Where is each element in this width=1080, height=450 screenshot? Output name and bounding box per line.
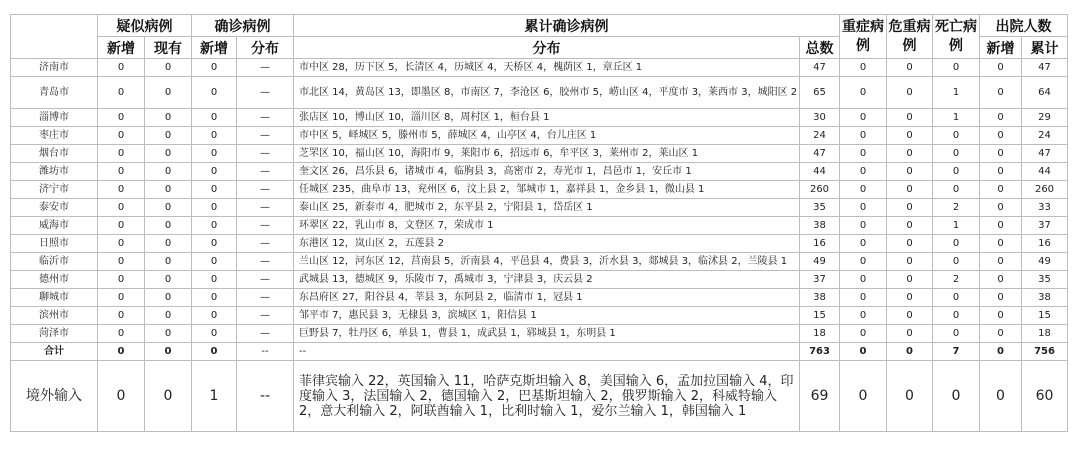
critical-cell: 0 xyxy=(887,181,933,199)
city-cell: 济宁市 xyxy=(11,181,98,199)
discharged-new-cell: 0 xyxy=(980,235,1022,253)
suspected-current-header: 现有 xyxy=(145,37,192,59)
total-cell: 38 xyxy=(800,217,840,235)
suspected-new-cell: 0 xyxy=(98,307,145,325)
discharged-new-cell: 0 xyxy=(980,253,1022,271)
table-row xyxy=(11,59,1068,77)
deaths-cell: 0 xyxy=(933,361,980,432)
total-cell: 37 xyxy=(800,271,840,289)
distribution-cell: 巨野县 7，牡丹区 6，单县 1，曹县 1，成武县 1，郓城县 1，东明县 1 xyxy=(294,325,800,343)
deaths-cell: 1 xyxy=(933,109,980,127)
city-cell: 聊城市 xyxy=(11,289,98,307)
discharged-total-cell: 37 xyxy=(1022,217,1068,235)
critical-cell: 0 xyxy=(887,145,933,163)
confirmed-distribution-cell: — xyxy=(237,253,294,271)
discharged-total-cell: 47 xyxy=(1022,59,1068,77)
table-row xyxy=(11,307,1068,325)
city-cell: 滨州市 xyxy=(11,307,98,325)
deaths-header: 死亡病例 xyxy=(933,15,980,59)
distribution-cell: 芝罘区 10，福山区 10，海阳市 9，莱阳市 6，招远市 6，牟平区 3，莱州市 2，莱山区 1 xyxy=(294,145,800,163)
suspected-current-cell: 0 xyxy=(145,77,192,109)
discharged-total-cell: 16 xyxy=(1022,235,1068,253)
total-cell: 35 xyxy=(800,199,840,217)
table-body xyxy=(11,59,1068,432)
discharged-total-cell: 44 xyxy=(1022,163,1068,181)
cumulative-header: 累计确诊病例 xyxy=(294,15,840,37)
suspected-current-cell: 0 xyxy=(145,59,192,77)
deaths-cell: 0 xyxy=(933,145,980,163)
critical-cell: 0 xyxy=(887,253,933,271)
severe-cell: 0 xyxy=(840,289,887,307)
city-cell: 青岛市 xyxy=(11,77,98,109)
total-cell: 260 xyxy=(800,181,840,199)
table-row xyxy=(11,235,1068,253)
severe-cell: 0 xyxy=(840,271,887,289)
city-cell: 临沂市 xyxy=(11,253,98,271)
distribution-cell: 市中区 28，历下区 5，长清区 4，历城区 4，天桥区 4，槐荫区 1，章丘区 1 xyxy=(294,59,800,77)
discharged-new-cell: 0 xyxy=(980,289,1022,307)
distribution-cell: 兰山区 12，河东区 12，莒南县 5，沂南县 4，平邑县 4，费县 3，沂水县 3，郯城县 3，临沭县 2，兰陵县 1 xyxy=(294,253,800,271)
confirmed-new-cell: 0 xyxy=(192,199,237,217)
confirmed-distribution-cell: — xyxy=(237,109,294,127)
critical-cell: 0 xyxy=(887,289,933,307)
discharged-total-cell: 64 xyxy=(1022,77,1068,109)
severe-cell: 0 xyxy=(840,217,887,235)
total-cell: 30 xyxy=(800,109,840,127)
critical-cell: 0 xyxy=(887,59,933,77)
severe-cell: 0 xyxy=(840,145,887,163)
discharged-total-cell: 756 xyxy=(1022,343,1068,361)
city-cell: 威海市 xyxy=(11,217,98,235)
suspected-current-cell: 0 xyxy=(145,289,192,307)
distribution-cell: 市中区 5，峄城区 5，滕州市 5，薛城区 4，山亭区 4，台儿庄区 1 xyxy=(294,127,800,145)
discharged-total-cell: 24 xyxy=(1022,127,1068,145)
confirmed-new-cell: 0 xyxy=(192,127,237,145)
discharged-cumulative-header: 累计 xyxy=(1022,37,1068,59)
table-row xyxy=(11,289,1068,307)
suspected-new-cell: 0 xyxy=(98,217,145,235)
discharged-total-cell: 33 xyxy=(1022,199,1068,217)
table-row xyxy=(11,109,1068,127)
confirmed-distribution-cell: — xyxy=(237,163,294,181)
discharged-new-cell: 0 xyxy=(980,307,1022,325)
cumulative-distribution-header: 分布 xyxy=(294,37,800,59)
deaths-cell: 1 xyxy=(933,77,980,109)
total-cell: 49 xyxy=(800,253,840,271)
suspected-new-header: 新增 xyxy=(98,37,145,59)
severe-cell: 0 xyxy=(840,307,887,325)
severe-cell: 0 xyxy=(840,163,887,181)
discharged-new-header: 新增 xyxy=(980,37,1022,59)
deaths-cell: 0 xyxy=(933,181,980,199)
severe-cell: 0 xyxy=(840,77,887,109)
suspected-new-cell: 0 xyxy=(98,325,145,343)
table-row xyxy=(11,127,1068,145)
table-row xyxy=(11,343,1068,361)
distribution-cell: 奎文区 26，昌乐县 6，诸城市 4，临朐县 3，高密市 2，寿光市 1，昌邑市 1，安丘市 1 xyxy=(294,163,800,181)
confirmed-new-cell: 0 xyxy=(192,109,237,127)
table-row xyxy=(11,77,1068,109)
confirmed-new-cell: 1 xyxy=(192,361,237,432)
distribution-cell: 菲律宾输入 22，英国输入 11，哈萨克斯坦输入 8，美国输入 6，孟加拉国输入 4，印度输入 3，法国输入 2，德国输入 2，巴基斯坦输入 2，俄罗斯输入 2，科威特输入 2，意大利输入 2，阿联酋输入 1，比利时输入 1，爱尔兰输入 1，韩国输入 1 xyxy=(294,361,800,432)
confirmed-distribution-cell: — xyxy=(237,145,294,163)
discharged-total-cell: 35 xyxy=(1022,271,1068,289)
total-cell: 24 xyxy=(800,127,840,145)
deaths-cell: 0 xyxy=(933,325,980,343)
discharged-total-cell: 47 xyxy=(1022,145,1068,163)
distribution-cell: -- xyxy=(294,343,800,361)
table-row xyxy=(11,181,1068,199)
city-cell: 合计 xyxy=(11,343,98,361)
total-cell: 38 xyxy=(800,289,840,307)
severe-header: 重症病例 xyxy=(840,15,887,59)
suspected-current-cell: 0 xyxy=(145,235,192,253)
deaths-cell: 0 xyxy=(933,289,980,307)
deaths-cell: 0 xyxy=(933,127,980,145)
discharged-total-cell: 29 xyxy=(1022,109,1068,127)
deaths-cell: 2 xyxy=(933,199,980,217)
city-cell: 潍坊市 xyxy=(11,163,98,181)
table-row xyxy=(11,325,1068,343)
suspected-new-cell: 0 xyxy=(98,59,145,77)
suspected-new-cell: 0 xyxy=(98,127,145,145)
suspected-current-cell: 0 xyxy=(145,361,192,432)
critical-cell: 0 xyxy=(887,127,933,145)
severe-cell: 0 xyxy=(840,127,887,145)
suspected-header: 疑似病例 xyxy=(98,15,192,37)
suspected-current-cell: 0 xyxy=(145,181,192,199)
confirmed-distribution-cell: — xyxy=(237,127,294,145)
total-cell: 763 xyxy=(800,343,840,361)
critical-cell: 0 xyxy=(887,109,933,127)
discharged-new-cell: 0 xyxy=(980,163,1022,181)
suspected-new-cell: 0 xyxy=(98,343,145,361)
critical-cell: 0 xyxy=(887,77,933,109)
severe-cell: 0 xyxy=(840,343,887,361)
suspected-new-cell: 0 xyxy=(98,109,145,127)
confirmed-distribution-cell: — xyxy=(237,199,294,217)
severe-cell: 0 xyxy=(840,181,887,199)
total-cell: 65 xyxy=(800,77,840,109)
critical-header: 危重病例 xyxy=(887,15,933,59)
critical-cell: 0 xyxy=(887,325,933,343)
discharged-new-cell: 0 xyxy=(980,77,1022,109)
table-row xyxy=(11,145,1068,163)
critical-cell: 0 xyxy=(887,235,933,253)
distribution-cell: 东港区 12，岚山区 2，五莲县 2 xyxy=(294,235,800,253)
table-row xyxy=(11,271,1068,289)
suspected-current-cell: 0 xyxy=(145,217,192,235)
suspected-current-cell: 0 xyxy=(145,325,192,343)
corner-cell xyxy=(11,15,98,59)
confirmed-distribution-cell: — xyxy=(237,271,294,289)
suspected-new-cell: 0 xyxy=(98,77,145,109)
confirmed-new-cell: 0 xyxy=(192,325,237,343)
covid-statistics-table-wrapper xyxy=(10,14,1068,432)
discharged-new-cell: 0 xyxy=(980,181,1022,199)
suspected-new-cell: 0 xyxy=(98,271,145,289)
discharged-new-cell: 0 xyxy=(980,217,1022,235)
suspected-current-cell: 0 xyxy=(145,127,192,145)
suspected-current-cell: 0 xyxy=(145,145,192,163)
severe-cell: 0 xyxy=(840,59,887,77)
confirmed-distribution-cell: — xyxy=(237,235,294,253)
critical-cell: 0 xyxy=(887,217,933,235)
distribution-cell: 环翠区 22，乳山市 8，文登区 7，荣成市 1 xyxy=(294,217,800,235)
deaths-cell: 1 xyxy=(933,217,980,235)
suspected-current-cell: 0 xyxy=(145,307,192,325)
confirmed-distribution-header: 分布 xyxy=(237,37,294,59)
distribution-cell: 任城区 235，曲阜市 13，兖州区 6，汶上县 2，邹城市 1，嘉祥县 1，金乡县 1，微山县 1 xyxy=(294,181,800,199)
distribution-cell: 邹平市 7，惠民县 3，无棣县 3，滨城区 1，阳信县 1 xyxy=(294,307,800,325)
total-cell: 47 xyxy=(800,59,840,77)
severe-cell: 0 xyxy=(840,253,887,271)
discharged-new-cell: 0 xyxy=(980,59,1022,77)
deaths-cell: 7 xyxy=(933,343,980,361)
confirmed-new-cell: 0 xyxy=(192,181,237,199)
discharged-new-cell: 0 xyxy=(980,127,1022,145)
suspected-new-cell: 0 xyxy=(98,181,145,199)
deaths-cell: 0 xyxy=(933,253,980,271)
suspected-new-cell: 0 xyxy=(98,145,145,163)
confirmed-distribution-cell: — xyxy=(237,77,294,109)
suspected-new-cell: 0 xyxy=(98,253,145,271)
confirmed-distribution-cell: — xyxy=(237,289,294,307)
severe-cell: 0 xyxy=(840,199,887,217)
discharged-new-cell: 0 xyxy=(980,145,1022,163)
suspected-current-cell: 0 xyxy=(145,271,192,289)
discharged-new-cell: 0 xyxy=(980,271,1022,289)
confirmed-new-cell: 0 xyxy=(192,289,237,307)
suspected-new-cell: 0 xyxy=(98,235,145,253)
deaths-cell: 0 xyxy=(933,163,980,181)
deaths-cell: 0 xyxy=(933,59,980,77)
cumulative-total-header: 总数 xyxy=(800,37,840,59)
distribution-cell: 市北区 14，黄岛区 13，即墨区 8，市南区 7，李沧区 6，胶州市 5，崂山区 4，平度市 3，莱西市 3，城阳区 2 xyxy=(294,77,800,109)
table-row xyxy=(11,253,1068,271)
deaths-cell: 0 xyxy=(933,235,980,253)
total-cell: 15 xyxy=(800,307,840,325)
discharged-new-cell: 0 xyxy=(980,199,1022,217)
city-cell: 德州市 xyxy=(11,271,98,289)
total-cell: 16 xyxy=(800,235,840,253)
suspected-new-cell: 0 xyxy=(98,163,145,181)
suspected-current-cell: 0 xyxy=(145,163,192,181)
confirmed-new-cell: 0 xyxy=(192,163,237,181)
confirmed-new-cell: 0 xyxy=(192,307,237,325)
city-cell: 菏泽市 xyxy=(11,325,98,343)
discharged-header: 出院人数 xyxy=(980,15,1068,37)
severe-cell: 0 xyxy=(840,361,887,432)
city-cell: 枣庄市 xyxy=(11,127,98,145)
suspected-new-cell: 0 xyxy=(98,289,145,307)
critical-cell: 0 xyxy=(887,199,933,217)
discharged-total-cell: 49 xyxy=(1022,253,1068,271)
confirmed-distribution-cell: — xyxy=(237,217,294,235)
severe-cell: 0 xyxy=(840,325,887,343)
confirmed-new-header: 新增 xyxy=(192,37,237,59)
city-cell: 济南市 xyxy=(11,59,98,77)
confirmed-distribution-cell: — xyxy=(237,59,294,77)
discharged-total-cell: 60 xyxy=(1022,361,1068,432)
city-cell: 泰安市 xyxy=(11,199,98,217)
discharged-total-cell: 18 xyxy=(1022,325,1068,343)
city-cell: 日照市 xyxy=(11,235,98,253)
confirmed-header: 确诊病例 xyxy=(192,15,294,37)
discharged-new-cell: 0 xyxy=(980,361,1022,432)
confirmed-new-cell: 0 xyxy=(192,217,237,235)
total-cell: 18 xyxy=(800,325,840,343)
distribution-cell: 东昌府区 27，阳谷县 4，莘县 3，东阿县 2，临清市 1，冠县 1 xyxy=(294,289,800,307)
deaths-cell: 2 xyxy=(933,271,980,289)
confirmed-new-cell: 0 xyxy=(192,59,237,77)
discharged-new-cell: 0 xyxy=(980,343,1022,361)
confirmed-distribution-cell: — xyxy=(237,181,294,199)
discharged-total-cell: 260 xyxy=(1022,181,1068,199)
total-cell: 69 xyxy=(800,361,840,432)
critical-cell: 0 xyxy=(887,343,933,361)
city-cell: 淄博市 xyxy=(11,109,98,127)
suspected-new-cell: 0 xyxy=(98,199,145,217)
confirmed-new-cell: 0 xyxy=(192,235,237,253)
suspected-current-cell: 0 xyxy=(145,109,192,127)
city-cell: 境外输入 xyxy=(11,361,98,432)
suspected-current-cell: 0 xyxy=(145,199,192,217)
confirmed-distribution-cell: -- xyxy=(237,343,294,361)
discharged-total-cell: 38 xyxy=(1022,289,1068,307)
confirmed-new-cell: 0 xyxy=(192,271,237,289)
confirmed-new-cell: 0 xyxy=(192,253,237,271)
discharged-new-cell: 0 xyxy=(980,325,1022,343)
severe-cell: 0 xyxy=(840,109,887,127)
covid-statistics-table xyxy=(10,14,1068,432)
distribution-cell: 张店区 10，博山区 10，淄川区 8，周村区 1，桓台县 1 xyxy=(294,109,800,127)
total-cell: 44 xyxy=(800,163,840,181)
suspected-new-cell: 0 xyxy=(98,361,145,432)
critical-cell: 0 xyxy=(887,163,933,181)
severe-cell: 0 xyxy=(840,235,887,253)
discharged-total-cell: 15 xyxy=(1022,307,1068,325)
confirmed-new-cell: 0 xyxy=(192,343,237,361)
confirmed-distribution-cell: -- xyxy=(237,361,294,432)
critical-cell: 0 xyxy=(887,271,933,289)
confirmed-distribution-cell: — xyxy=(237,307,294,325)
table-row xyxy=(11,199,1068,217)
city-cell: 烟台市 xyxy=(11,145,98,163)
confirmed-distribution-cell: — xyxy=(237,325,294,343)
distribution-cell: 武城县 13，德城区 9，乐陵市 7，禹城市 3，宁津县 3，庆云县 2 xyxy=(294,271,800,289)
suspected-current-cell: 0 xyxy=(145,253,192,271)
confirmed-new-cell: 0 xyxy=(192,77,237,109)
table-row xyxy=(11,361,1068,432)
critical-cell: 0 xyxy=(887,307,933,325)
total-cell: 47 xyxy=(800,145,840,163)
discharged-new-cell: 0 xyxy=(980,109,1022,127)
critical-cell: 0 xyxy=(887,361,933,432)
distribution-cell: 泰山区 25，新泰市 4，肥城市 2，东平县 2，宁阳县 1，岱岳区 1 xyxy=(294,199,800,217)
table-row xyxy=(11,217,1068,235)
table-row xyxy=(11,163,1068,181)
deaths-cell: 0 xyxy=(933,307,980,325)
confirmed-new-cell: 0 xyxy=(192,145,237,163)
suspected-current-cell: 0 xyxy=(145,343,192,361)
